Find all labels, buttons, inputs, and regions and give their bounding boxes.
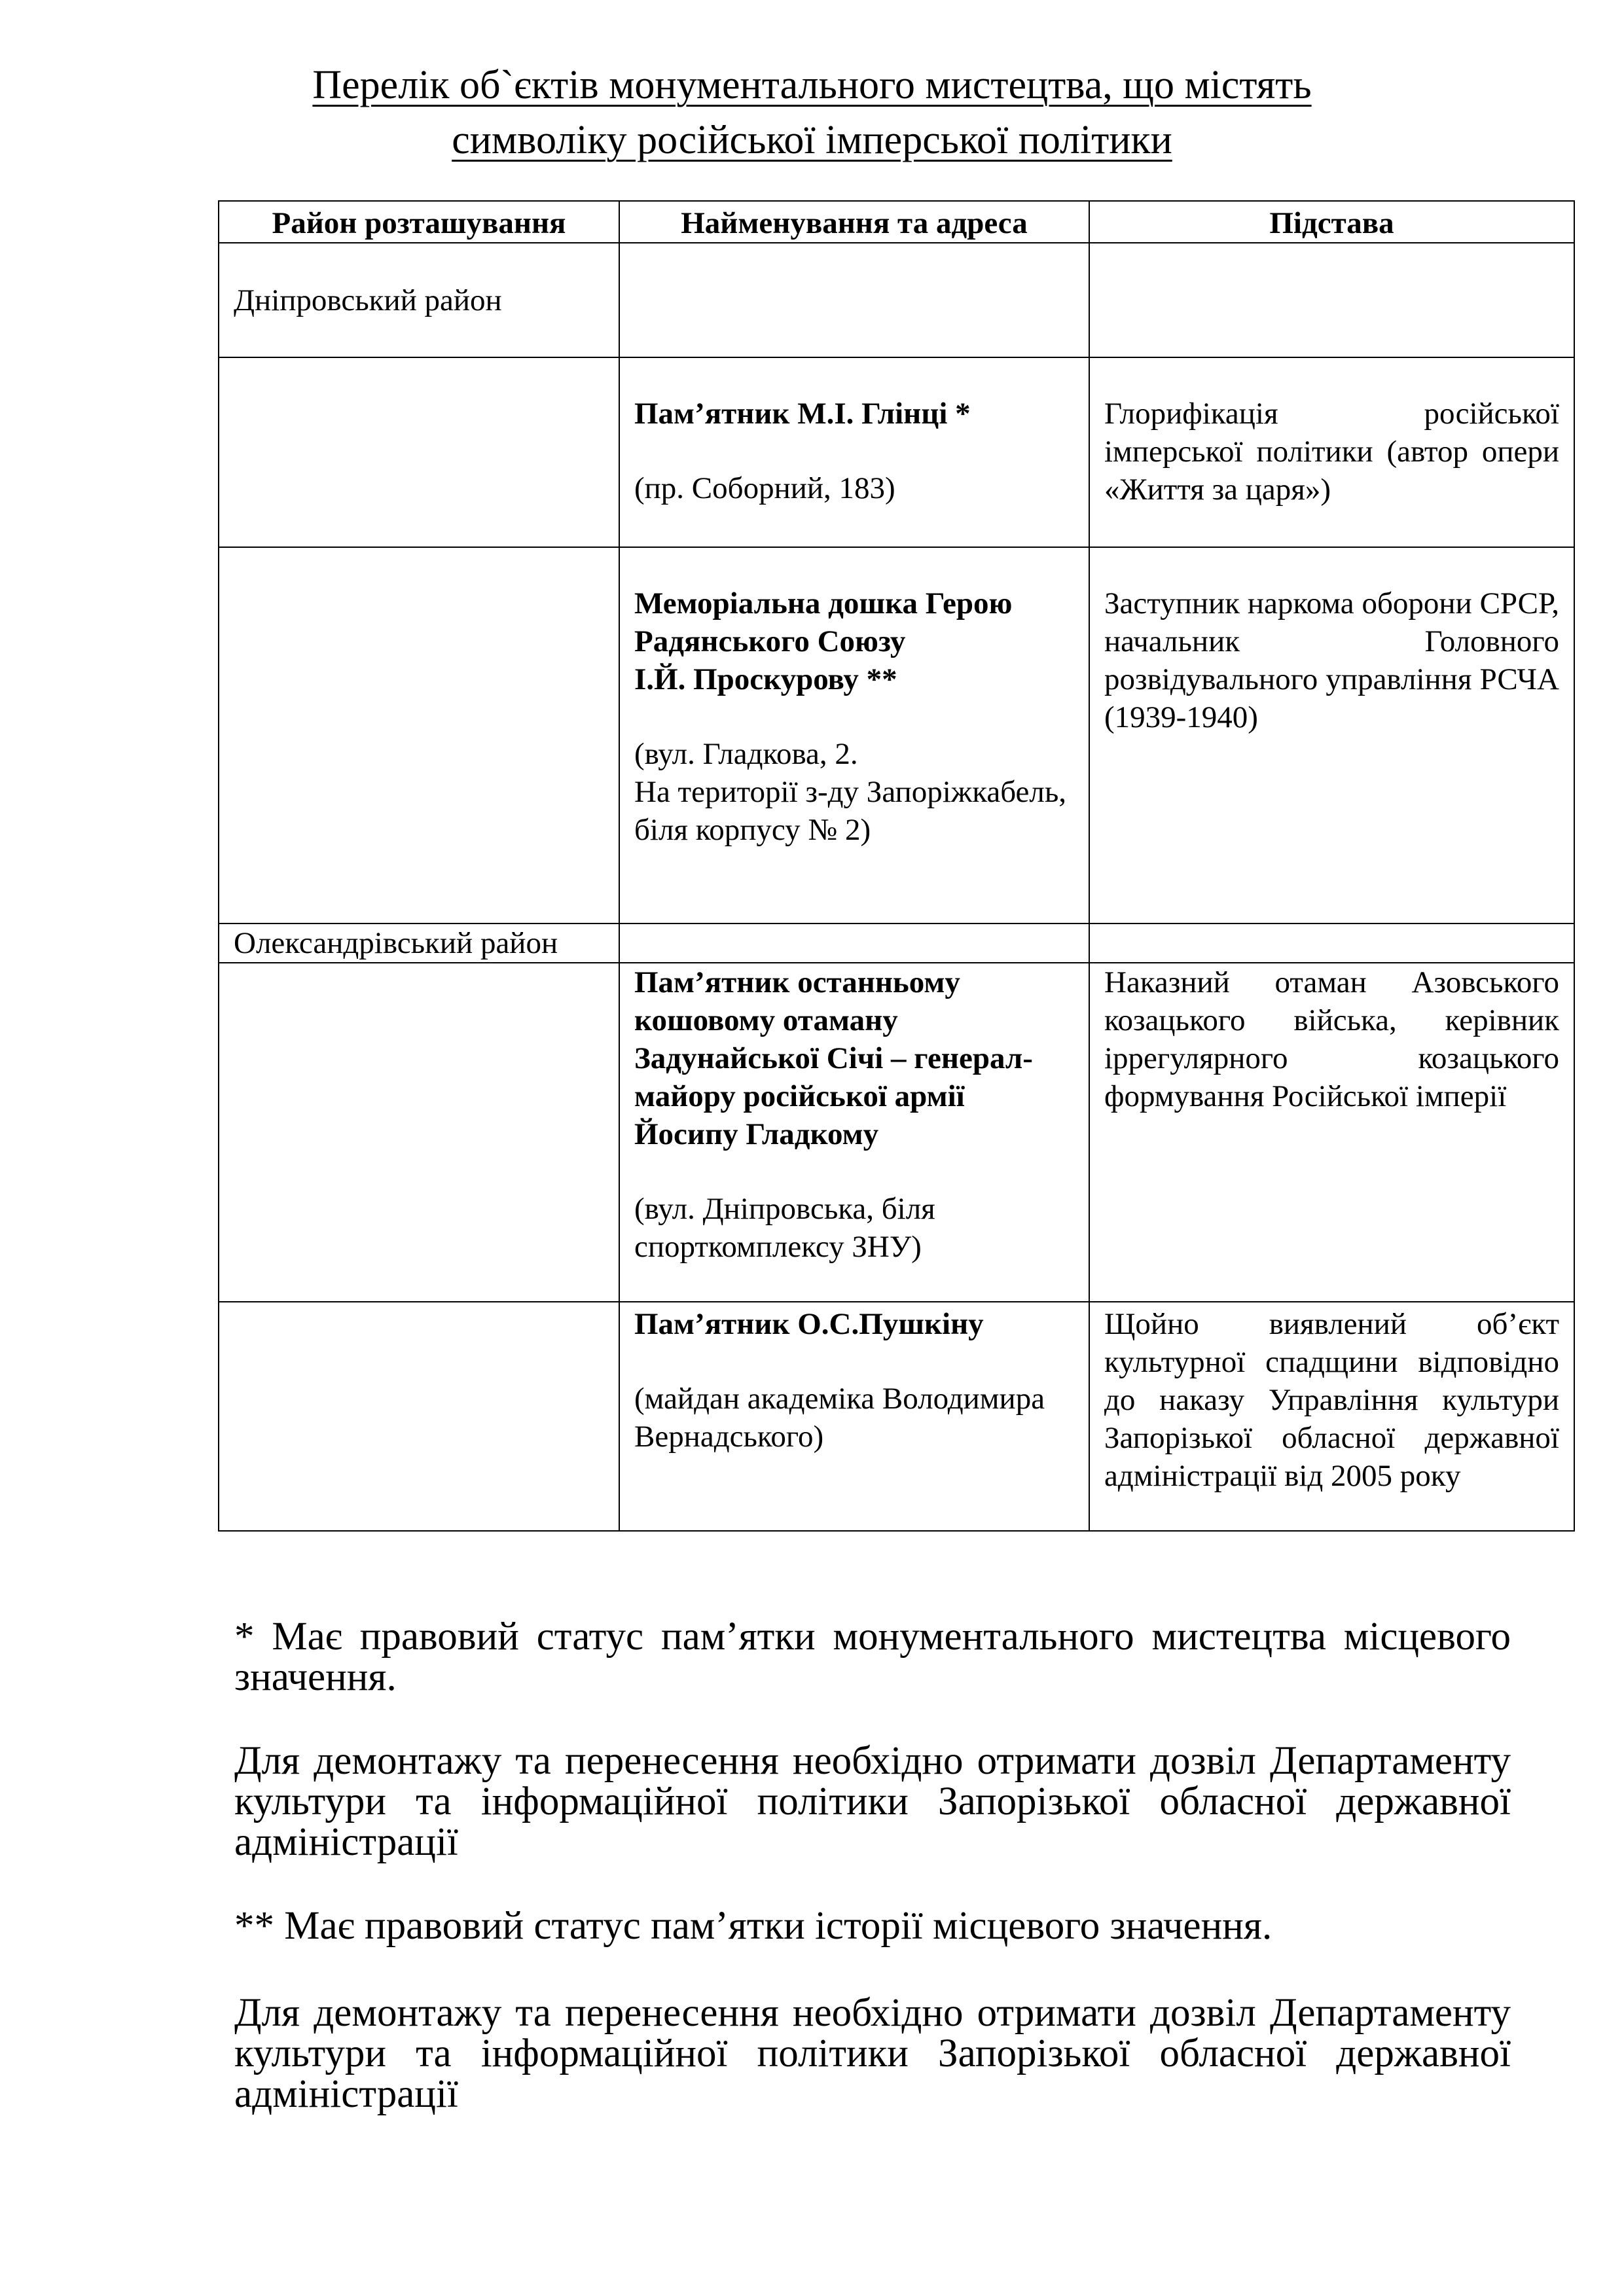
- table-row: [219, 243, 1574, 357]
- footnote-2-block: [234, 1906, 1511, 1946]
- footnote-2: ** Має правовий статус пам’ятки історії місцевого значення.: [234, 1904, 1272, 1948]
- header-basis: Підстава: [1089, 201, 1574, 243]
- name-address-cell: [619, 547, 1089, 924]
- monument-address: (майдан академіка Володимира Вернадського): [634, 1382, 1045, 1454]
- monument-address: (вул. Дніпровська, біля спорткомплексу ЗНУ): [634, 1192, 935, 1264]
- district-label: Олександрівський район: [234, 926, 558, 960]
- permit-note-2: Для демонтажу та перенесення необхідно отримати дозвіл Департаменту культури та інформаційної політики Запорізької обласної державної адміністрації: [234, 1991, 1511, 2116]
- table-row: [219, 963, 1574, 1302]
- monument-name: Меморіальна дошка Герою Радянського Союзу І.Й. Проскурову **: [634, 586, 1013, 696]
- name-address-cell: [619, 924, 1089, 963]
- name-address-cell: [619, 1302, 1089, 1531]
- district-label: Дніпровський район: [234, 283, 502, 317]
- name-address-cell: [619, 243, 1089, 357]
- table-header-row: [219, 201, 1574, 243]
- monument-address: (пр. Соборний, 183): [634, 471, 895, 505]
- footnotes: [234, 1617, 1511, 1698]
- header-name-address: Найменування та адреса: [619, 201, 1089, 243]
- monument-name: Пам’ятник О.С.Пушкіну: [634, 1307, 984, 1341]
- permit-note-1: Для демонтажу та перенесення необхідно отримати дозвіл Департаменту культури та інформаційної політики Запорізької обласної державної адміністрації: [234, 1739, 1511, 1864]
- basis-cell: [1089, 963, 1574, 1302]
- monument-address: (вул. Гладкова, 2. На території з-ду Запоріжкабель, біля корпусу № 2): [634, 737, 1067, 847]
- header-district: Район розташування: [219, 201, 619, 243]
- basis-cell: [1089, 357, 1574, 547]
- permit-note-1-block: [234, 1741, 1511, 1863]
- table-row: [219, 924, 1574, 963]
- monument-name: Пам’ятник останньому кошовому отаману Задунайської Січі – генерал-майору російської армії Йосипу Гладкому: [634, 965, 1033, 1151]
- basis-text: Щойно виявлений об’єкт культурної спадщини відповідно до наказу Управління культури Запорізької обласної державної адміністрації від 2005 року: [1104, 1307, 1559, 1493]
- monument-name: Пам’ятник М.І. Глінці *: [634, 397, 971, 431]
- district-cell: [219, 1302, 619, 1531]
- name-address-cell: [619, 357, 1089, 547]
- basis-text: Глорифікація російської імперської політики (автор опери «Життя за царя»): [1104, 397, 1559, 507]
- table-row: [219, 357, 1574, 547]
- table-row: [219, 1302, 1574, 1531]
- title-line-1: Перелік об`єктів монументального мистецтва, що містять: [312, 63, 1312, 107]
- district-cell: [219, 243, 619, 357]
- district-cell: [219, 357, 619, 547]
- table-row: [219, 547, 1574, 924]
- district-cell: [219, 963, 619, 1302]
- basis-cell: [1089, 1302, 1574, 1531]
- district-cell: [219, 547, 619, 924]
- title-line-2: символіку російської імперської політики: [452, 118, 1172, 162]
- footnote-1: * Має правовий статус пам’ятки монументального мистецтва місцевого значення.: [234, 1615, 1511, 1699]
- permit-note-2-block: [234, 1993, 1511, 2115]
- district-cell: [219, 924, 619, 963]
- basis-text: Наказний отаман Азовського козацького війська, керівник іррегулярного козацького формування Російської імперії: [1104, 965, 1559, 1113]
- basis-cell: [1089, 547, 1574, 924]
- basis-cell: [1089, 243, 1574, 357]
- name-address-cell: [619, 963, 1089, 1302]
- basis-text: Заступник наркома оборони СРСР, начальник Головного розвідувального управління РСЧА (1939-1940): [1104, 586, 1559, 734]
- monuments-table: [218, 200, 1575, 1532]
- basis-cell: [1089, 924, 1574, 963]
- document-title: [0, 58, 1624, 168]
